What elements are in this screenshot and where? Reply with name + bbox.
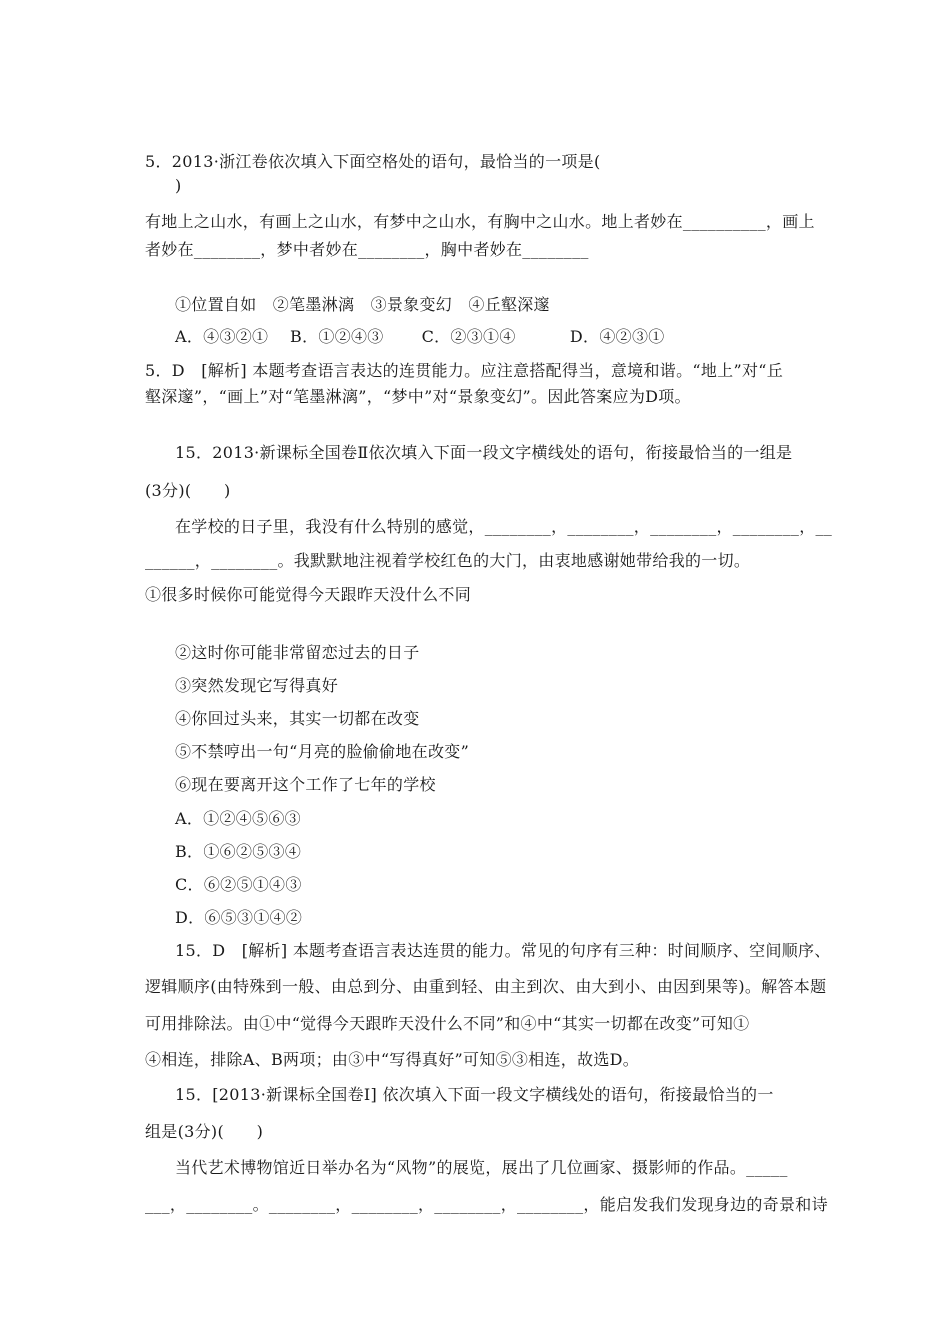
q5-stem-paren: ) [175,176,182,195]
q15a-item-2: ②这时你可能非常留恋过去的日子 [175,643,420,662]
q5-passage-line-2: 者妙在________，梦中者妙在________，胸中者妙在________ [145,240,589,259]
q15a-stem: 15．2013·新课标全国卷Ⅱ依次填入下面一段文字横线处的语句，衔接最恰当的一组是 [175,443,793,462]
q15a-answer-line-3: 可用排除法。由①中“觉得今天跟昨天没什么不同”和④中“其实一切都在改变”可知① [145,1014,750,1033]
q15a-answer-line-1: 15．D [解析] 本题考查语言表达连贯的能力。常见的句序有三种：时间顺序、空间顺序、 [175,941,831,960]
q15b-passage-line-2: ___，________。________，________，________，________，能启发我们发现身边的奇景和诗 [145,1195,828,1214]
q5-answer-line-1: 5．D [解析] 本题考查语言表达的连贯能力。应注意搭配得当，意境和谐。“地上”对“丘 [145,361,784,380]
q15a-passage-line-1: 在学校的日子里，我没有什么特别的感觉，________，________，________，________，__ [175,517,833,536]
q15a-option-d: D．⑥⑤③①④② [175,908,303,927]
q15b-passage-line-1: 当代艺术博物馆近日举办名为“风物”的展览，展出了几位画家、摄影师的作品。_____ [175,1158,788,1177]
q15a-item-5: ⑤不禁哼出一句“月亮的脸偷偷地在改变” [175,742,470,761]
q5-options: A．④③②① B．①②④③ C．②③①④ D．④②③① [175,327,665,346]
q15a-passage-line-2: ______，________。我默默地注视着学校红色的大门，由衷地感谢她带给我的一切。 [145,551,751,570]
q5-stem: 5．2013·浙江卷依次填入下面空格处的语句，最恰当的一项是( [145,152,601,171]
q15a-item-6: ⑥现在要离开这个工作了七年的学校 [175,775,436,794]
q15a-option-c: C．⑥②⑤①④③ [175,875,302,894]
q15a-option-a: A．①②④⑤⑥③ [175,809,301,828]
q15a-answer-line-4: ④相连，排除A、B两项；由③中“写得真好”可知⑤③相连，故选D。 [145,1050,640,1069]
q15b-stem-score: 组是(3分)( ) [145,1122,264,1141]
q5-passage-line-1: 有地上之山水，有画上之山水，有梦中之山水，有胸中之山水。地上者妙在__________，画上 [145,212,815,231]
q15a-option-b: B．①⑥②⑤③④ [175,842,302,861]
q5-items: ①位置自如 ②笔墨淋漓 ③景象变幻 ④丘壑深邃 [175,295,550,314]
q15a-item-1: ①很多时候你可能觉得今天跟昨天没什么不同 [145,585,472,604]
q15a-answer-line-2: 逻辑顺序(由特殊到一般、由总到分、由重到轻、由主到次、由大到小、由因到果等)。解答本题 [145,977,827,996]
q15a-item-3: ③突然发现它写得真好 [175,676,339,695]
q5-answer-line-2: 壑深邃”，“画上”对“笔墨淋漓”，“梦中”对“景象变幻”。因此答案应为D项。 [145,387,691,406]
q15b-stem: 15．[2013·新课标全国卷Ⅰ] 依次填入下面一段文字横线处的语句，衔接最恰当的一 [175,1085,774,1104]
q15a-stem-score: (3分)( ) [145,481,231,500]
q15a-item-4: ④你回过头来，其实一切都在改变 [175,709,420,728]
